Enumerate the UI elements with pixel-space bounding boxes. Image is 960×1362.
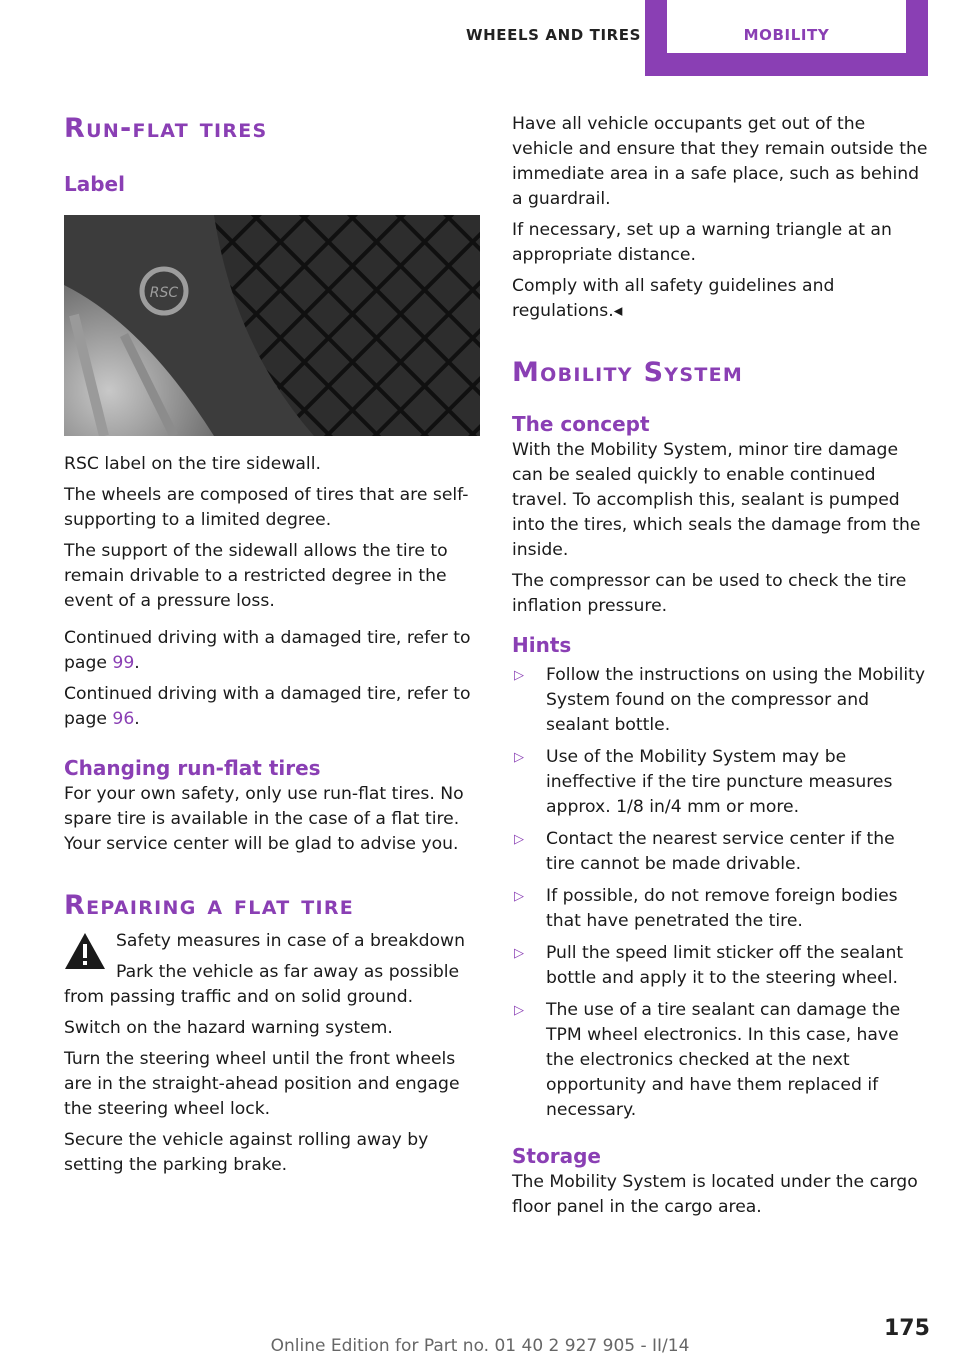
caption-rsc-label: RSC label on the tire sidewall. bbox=[64, 454, 321, 474]
bullet-arrow-icon: ▷ bbox=[514, 832, 524, 847]
list-item: ▷ If possible, do not remove foreign bodies that have penetrated the tire. bbox=[514, 886, 898, 931]
heading-hints: Hints bbox=[512, 633, 572, 657]
list-item: ▷ Use of the Mobility System may be ineffective if the tire puncture measures approx. 1/8 in/4 mm or more. bbox=[514, 747, 893, 817]
para-concept: With the Mobility System, minor tire damage can be sealed quickly to enable continued travel. To accomplish this, sealant is pumped into the tires, which seals the damage from the inside. bbox=[512, 440, 921, 560]
para-sidewall-support: The support of the sidewall allows the tire to remain drivable to a restricted degree in the event of a pressure loss. bbox=[64, 541, 448, 611]
para-safety-guidelines: Comply with all safety guidelines and regulations.◂ bbox=[512, 276, 835, 321]
bullet-arrow-icon: ▷ bbox=[514, 946, 524, 961]
para-continued-driving-1: Continued driving with a damaged tire, refer to page 99. bbox=[64, 628, 471, 673]
list-item: ▷ Contact the nearest service center if the tire cannot be made drivable. bbox=[514, 829, 895, 874]
para-compressor: The compressor can be used to check the tire inflation pressure. bbox=[512, 571, 907, 616]
header-chapter-tab[interactable] bbox=[645, 0, 928, 76]
header-section-title: WHEELS AND TIRES bbox=[466, 26, 642, 44]
bullet-arrow-icon: ▷ bbox=[514, 750, 524, 765]
page-link-96[interactable]: 96 bbox=[112, 709, 135, 729]
list-item: ▷ The use of a tire sealant can damage the TPM wheel electronics. In this case, have the electronics checked at the next opportunity and have them replaced if necessary. bbox=[514, 1000, 901, 1120]
warning-triangle-icon bbox=[64, 931, 106, 971]
para-warning-triangle: If necessary, set up a warning triangle at an appropriate distance. bbox=[512, 220, 892, 265]
page-number: 175 bbox=[884, 1316, 930, 1341]
end-of-warning-icon: ◂ bbox=[613, 301, 623, 321]
heading-repairing-flat-tire: Repairing a flat tire bbox=[64, 890, 355, 921]
warning-title: Safety measures in case of a breakdown bbox=[116, 931, 465, 951]
right-column bbox=[512, 112, 928, 1220]
para-continued-driving-2: Continued driving with a damaged tire, refer to page 96. bbox=[64, 684, 471, 729]
header-chapter-label: MOBILITY bbox=[667, 0, 906, 53]
heading-mobility-system: Mobility System bbox=[512, 357, 744, 388]
para-occupants-out: Have all vehicle occupants get out of the vehicle and ensure that they remain outside the immediate area in a safe place, such as behind a guardrail. bbox=[512, 114, 928, 209]
list-item: ▷ Pull the speed limit sticker off the sealant bottle and apply it to the steering wheel. bbox=[514, 943, 904, 988]
footer-edition: Online Edition for Part no. 01 40 2 927 905 - II/14 bbox=[270, 1336, 690, 1356]
para-hazard-warning: Switch on the hazard warning system. bbox=[64, 1018, 393, 1038]
heading-storage: Storage bbox=[512, 1144, 601, 1168]
heading-run-flat-tires: Run-flat tires bbox=[64, 113, 268, 144]
para-steering-wheel: Turn the steering wheel until the front wheels are in the straight-ahead position and engage the steering wheel lock. bbox=[64, 1049, 460, 1119]
rsc-logo-text: RSC bbox=[149, 285, 179, 301]
heading-changing-run-flat-tires: Changing run-flat tires bbox=[64, 756, 321, 780]
para-storage: The Mobility System is located under the cargo floor panel in the cargo area. bbox=[512, 1172, 918, 1217]
heading-the-concept: The concept bbox=[512, 412, 650, 436]
para-own-safety: For your own safety, only use run-flat tires. No spare tire is available in the case of a flat tire. Your service center will be glad to advise you. bbox=[64, 784, 464, 854]
bullet-arrow-icon: ▷ bbox=[514, 668, 524, 683]
hints-list bbox=[512, 663, 928, 1123]
warning-text-park: Park the vehicle as far away as possible from passing traffic and on solid ground. bbox=[64, 962, 460, 1007]
heading-label: Label bbox=[64, 172, 125, 196]
para-parking-brake: Secure the vehicle against rolling away by setting the parking brake. bbox=[64, 1130, 429, 1175]
tire-sidewall-image bbox=[64, 215, 480, 436]
left-column bbox=[64, 112, 480, 1178]
warning-block bbox=[64, 929, 480, 1010]
bullet-arrow-icon: ▷ bbox=[514, 889, 524, 904]
bullet-arrow-icon: ▷ bbox=[514, 1003, 524, 1018]
page-link-99[interactable]: 99 bbox=[112, 653, 135, 673]
para-self-supporting: The wheels are composed of tires that are self-supporting to a limited degree. bbox=[64, 485, 469, 530]
list-item: ▷ Follow the instructions on using the Mobility System found on the compressor and sealant bottle. bbox=[514, 665, 926, 735]
